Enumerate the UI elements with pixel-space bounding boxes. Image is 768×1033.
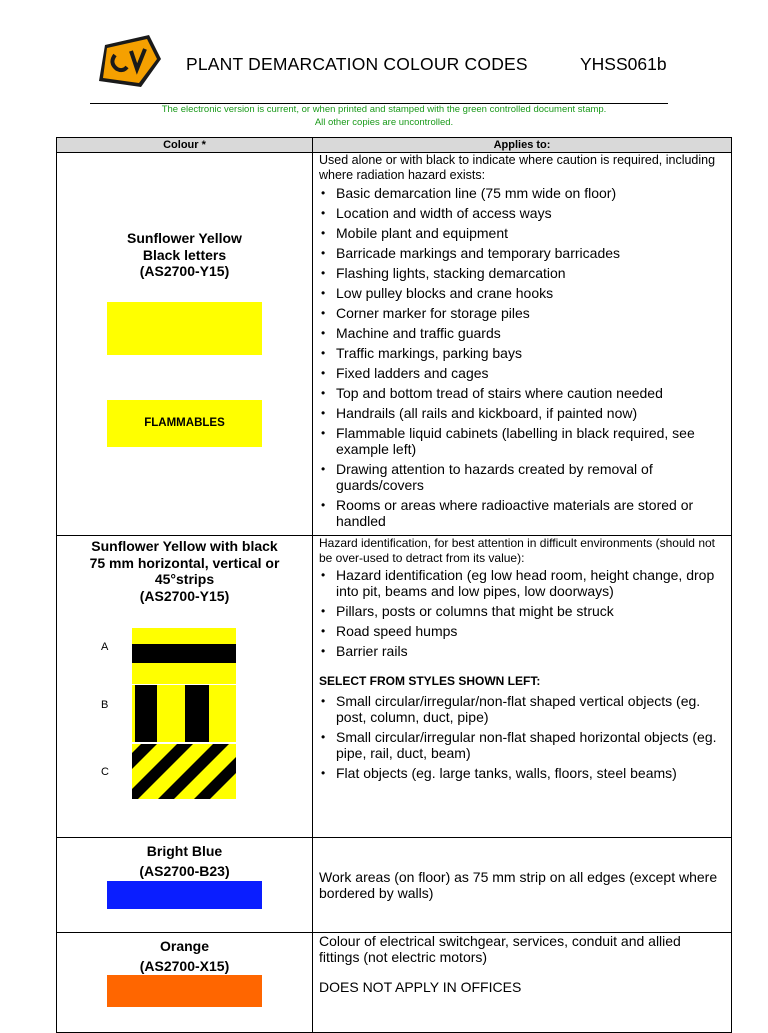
table-header-row <box>57 138 732 153</box>
list-item: • Mobile plant and equipment <box>319 225 725 241</box>
table-row <box>57 933 732 1033</box>
colour-code: (AS2700-Y15) <box>139 263 230 279</box>
row-intro: Hazard identification, for best attention in difficult environments (should not be over-used to detract from its value): <box>319 536 715 565</box>
colour-name: 75 mm horizontal, vertical or <box>89 554 280 571</box>
colour-name: Orange <box>159 938 209 954</box>
controlled-copy-notice: The electronic version is current, or when printed and stamped with the green controlled document stamp. <box>161 104 607 115</box>
row-note: DOES NOT APPLY IN OFFICES <box>319 979 522 995</box>
list-item: • Fixed ladders and cages <box>319 365 725 381</box>
vertical-stripes-sample <box>132 685 236 742</box>
orange-swatch <box>107 975 262 1007</box>
list-item: • Corner marker for storage piles <box>319 305 725 321</box>
style-label-c: C <box>101 766 109 778</box>
yellow-swatch <box>107 302 262 355</box>
select-styles-heading: SELECT FROM STYLES SHOWN LEFT: <box>319 674 541 688</box>
colour-code-table <box>56 137 732 1033</box>
company-logo-icon <box>97 33 163 89</box>
list-item: • Basic demarcation line (75 mm wide on floor) <box>319 185 725 201</box>
horizontal-stripes-sample <box>132 628 236 684</box>
list-item: • Flammable liquid cabinets (labelling in black required, see example left) <box>319 425 725 457</box>
table-row <box>57 153 732 536</box>
list-item: • Hazard identification (eg low head room, height change, drop into pit, beams and low pipes, low doorways) <box>319 567 725 599</box>
list-item: • Barrier rails <box>319 643 725 659</box>
applies-to-cell <box>313 838 732 933</box>
list-item: • Drawing attention to hazards created by removal of guards/covers <box>319 461 725 493</box>
bullet-list <box>319 185 725 529</box>
list-item: • Top and bottom tread of stairs where caution needed <box>319 385 725 401</box>
colour-cell <box>57 933 313 1033</box>
list-item: • Flat objects (eg. large tanks, walls, floors, steel beams) <box>319 765 725 781</box>
colour-cell <box>57 153 313 536</box>
applies-to-cell <box>313 153 732 536</box>
list-item: • Machine and traffic guards <box>319 325 725 341</box>
colour-name: Black letters <box>142 246 227 263</box>
applies-to-cell <box>313 536 732 838</box>
colour-cell <box>57 536 313 838</box>
colour-code: (AS2700-Y15) <box>139 587 230 604</box>
row-text: Colour of electrical switchgear, services, conduit and allied fittings (not electric motors) <box>319 933 681 965</box>
bullet-list <box>319 693 725 781</box>
document-title: PLANT DEMARCATION COLOUR CODES <box>186 54 528 74</box>
uncontrolled-copy-notice: All other copies are uncontrolled. <box>314 117 454 128</box>
table-row <box>57 536 732 838</box>
list-item: • Location and width of access ways <box>319 205 725 221</box>
diagonal-stripes-sample <box>132 744 236 799</box>
list-item: • Small circular/irregular non-flat shaped horizontal objects (eg. pipe, rail, duct, beam) <box>319 729 725 761</box>
colour-name: Bright Blue <box>146 843 223 859</box>
row-intro: Used alone or with black to indicate where caution is required, including where radiation hazard exists: <box>319 153 716 182</box>
list-item: • Small circular/irregular/non-flat shaped vertical objects (eg. post, column, duct, pipe) <box>319 693 725 725</box>
list-item: • Low pulley blocks and crane hooks <box>319 285 725 301</box>
style-label-b: B <box>101 699 109 711</box>
colour-cell <box>57 838 313 933</box>
flammables-label: FLAMMABLES <box>144 417 225 429</box>
colour-column-header: Colour * <box>57 138 313 153</box>
style-label-a: A <box>101 641 109 653</box>
list-item: • Barricade markings and temporary barricades <box>319 245 725 261</box>
list-item: • Traffic markings, parking bays <box>319 345 725 361</box>
list-item: • Handrails (all rails and kickboard, if painted now) <box>319 405 725 421</box>
list-item: • Rooms or areas where radioactive materials are stored or handled <box>319 497 725 529</box>
colour-code: (AS2700-B23) <box>139 863 230 879</box>
flammables-sample <box>107 400 262 447</box>
colour-code: (AS2700-X15) <box>139 958 230 974</box>
colour-name: Sunflower Yellow with black <box>91 538 278 554</box>
bullet-list <box>319 567 725 659</box>
colour-name: 45°strips <box>154 571 215 587</box>
list-item: • Pillars, posts or columns that might be struck <box>319 603 725 619</box>
list-item: • Flashing lights, stacking demarcation <box>319 265 725 281</box>
table-row <box>57 838 732 933</box>
applies-to-column-header: Applies to: <box>313 138 732 153</box>
blue-swatch <box>107 881 262 909</box>
row-text: Work areas (on floor) as 75 mm strip on all edges (except where bordered by walls) <box>319 869 718 901</box>
applies-to-cell <box>313 933 732 1033</box>
document-code: YHSS061b <box>580 54 667 74</box>
colour-name: Sunflower Yellow <box>127 230 242 246</box>
list-item: • Road speed humps <box>319 623 725 639</box>
